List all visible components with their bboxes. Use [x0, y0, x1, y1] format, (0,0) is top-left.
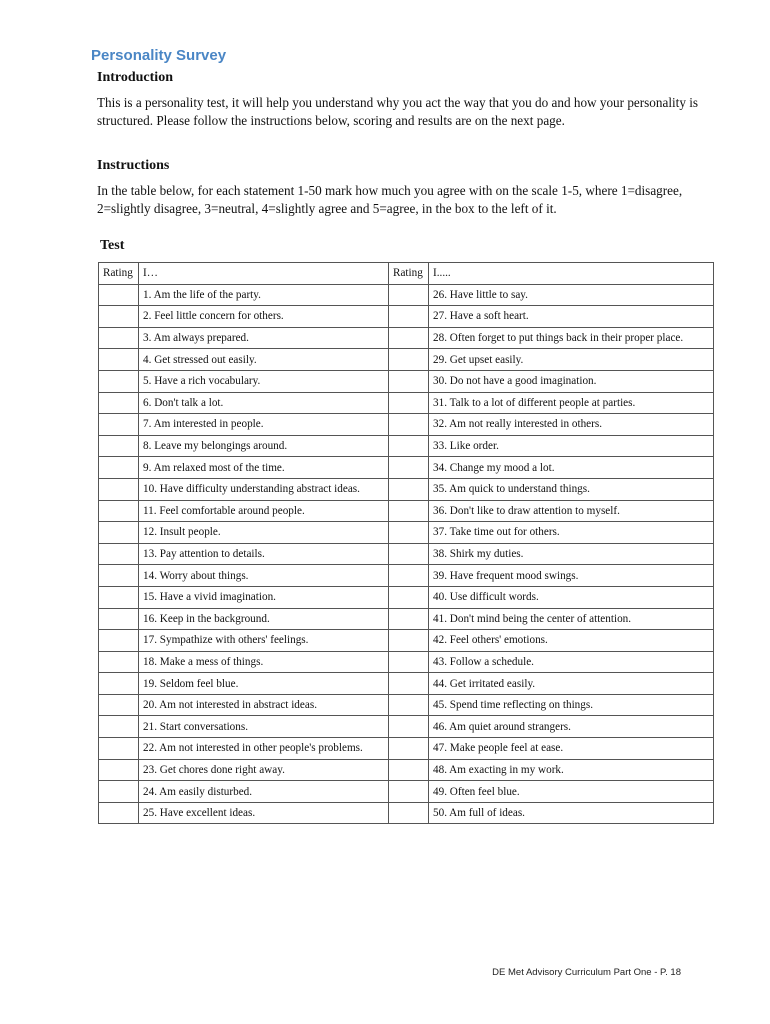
statement-cell: 22. Am not interested in other people's problems.: [139, 738, 389, 760]
statement-cell: 3. Am always prepared.: [139, 327, 389, 349]
table-row: [99, 738, 714, 760]
statement-cell: 48. Am exacting in my work.: [429, 759, 714, 781]
rating-input-box[interactable]: [389, 370, 429, 392]
table-row: [99, 543, 714, 565]
statement-cell: 41. Don't mind being the center of attention.: [429, 608, 714, 630]
statement-cell: 34. Change my mood a lot.: [429, 457, 714, 479]
table-row: [99, 435, 714, 457]
rating-input-box[interactable]: [389, 565, 429, 587]
statement-cell: 49. Often feel blue.: [429, 781, 714, 803]
table-row: [99, 370, 714, 392]
rating-input-box[interactable]: [99, 284, 139, 306]
rating-input-box[interactable]: [99, 586, 139, 608]
rating-input-box[interactable]: [389, 478, 429, 500]
table-row: [99, 500, 714, 522]
table-row: [99, 284, 714, 306]
table-row: [99, 781, 714, 803]
rating-input-box[interactable]: [389, 673, 429, 695]
statement-column-header: I.....: [429, 263, 714, 285]
rating-input-box[interactable]: [99, 694, 139, 716]
statement-cell: 19. Seldom feel blue.: [139, 673, 389, 695]
statement-cell: 42. Feel others' emotions.: [429, 630, 714, 652]
table-row: [99, 414, 714, 436]
survey-table-body: [99, 284, 714, 824]
rating-column-header: Rating: [389, 263, 429, 285]
statement-cell: 18. Make a mess of things.: [139, 651, 389, 673]
table-row: [99, 608, 714, 630]
table-row: [99, 392, 714, 414]
rating-input-box[interactable]: [389, 651, 429, 673]
statement-cell: 7. Am interested in people.: [139, 414, 389, 436]
statement-cell: 43. Follow a schedule.: [429, 651, 714, 673]
rating-input-box[interactable]: [99, 435, 139, 457]
rating-input-box[interactable]: [389, 500, 429, 522]
rating-input-box[interactable]: [389, 759, 429, 781]
statement-cell: 10. Have difficulty understanding abstract ideas.: [139, 478, 389, 500]
table-row: [99, 651, 714, 673]
rating-column-header: Rating: [99, 263, 139, 285]
table-row: [99, 586, 714, 608]
rating-input-box[interactable]: [389, 435, 429, 457]
statement-cell: 45. Spend time reflecting on things.: [429, 694, 714, 716]
table-row: [99, 457, 714, 479]
rating-input-box[interactable]: [389, 392, 429, 414]
rating-input-box[interactable]: [389, 414, 429, 436]
table-row: [99, 694, 714, 716]
statement-cell: 15. Have a vivid imagination.: [139, 586, 389, 608]
rating-input-box[interactable]: [99, 781, 139, 803]
rating-input-box[interactable]: [389, 306, 429, 328]
rating-input-box[interactable]: [389, 802, 429, 824]
statement-cell: 50. Am full of ideas.: [429, 802, 714, 824]
rating-input-box[interactable]: [99, 802, 139, 824]
rating-input-box[interactable]: [99, 392, 139, 414]
rating-input-box[interactable]: [389, 522, 429, 544]
statement-cell: 31. Talk to a lot of different people at parties.: [429, 392, 714, 414]
statement-cell: 32. Am not really interested in others.: [429, 414, 714, 436]
table-row: [99, 522, 714, 544]
statement-cell: 36. Don't like to draw attention to myself.: [429, 500, 714, 522]
statement-cell: 40. Use difficult words.: [429, 586, 714, 608]
rating-input-box[interactable]: [99, 478, 139, 500]
rating-input-box[interactable]: [99, 414, 139, 436]
table-row: [99, 630, 714, 652]
introduction-heading: Introduction: [97, 70, 173, 85]
document-title: Personality Survey: [91, 47, 227, 64]
statement-cell: 2. Feel little concern for others.: [139, 306, 389, 328]
rating-input-box[interactable]: [99, 738, 139, 760]
statement-cell: 38. Shirk my duties.: [429, 543, 714, 565]
statement-cell: 14. Worry about things.: [139, 565, 389, 587]
rating-input-box[interactable]: [389, 716, 429, 738]
statement-cell: 39. Have frequent mood swings.: [429, 565, 714, 587]
table-row: [99, 716, 714, 738]
table-row: [99, 478, 714, 500]
rating-input-box[interactable]: [99, 673, 139, 695]
rating-input-box[interactable]: [99, 543, 139, 565]
statement-column-header: I…: [139, 263, 389, 285]
statement-cell: 28. Often forget to put things back in their proper place.: [429, 327, 714, 349]
rating-input-box[interactable]: [99, 651, 139, 673]
table-row: [99, 349, 714, 371]
test-heading: Test: [100, 238, 125, 253]
statement-cell: 47. Make people feel at ease.: [429, 738, 714, 760]
statement-cell: 8. Leave my belongings around.: [139, 435, 389, 457]
statement-cell: 21. Start conversations.: [139, 716, 389, 738]
table-row: [99, 306, 714, 328]
rating-input-box[interactable]: [389, 457, 429, 479]
table-row: [99, 759, 714, 781]
survey-table: [98, 262, 714, 824]
statement-cell: 11. Feel comfortable around people.: [139, 500, 389, 522]
statement-cell: 4. Get stressed out easily.: [139, 349, 389, 371]
statement-cell: 37. Take time out for others.: [429, 522, 714, 544]
instructions-text: In the table below, for each statement 1-50 mark how much you agree with on the scale 1-5, where 1=disagree, 2=slightly disagree, 3=neutral, 4=slightly agree and 5=agree, in the box to the left of it.: [97, 183, 683, 216]
table-header-row: [99, 263, 714, 285]
introduction-text: This is a personality test, it will help you understand why you act the way that you do and how your personality is structured. Please follow the instructions below, scoring and results are on the next page.: [97, 95, 699, 128]
statement-cell: 44. Get irritated easily.: [429, 673, 714, 695]
rating-input-box[interactable]: [99, 349, 139, 371]
statement-cell: 20. Am not interested in abstract ideas.: [139, 694, 389, 716]
rating-input-box[interactable]: [99, 327, 139, 349]
rating-input-box[interactable]: [389, 781, 429, 803]
statement-cell: 9. Am relaxed most of the time.: [139, 457, 389, 479]
rating-input-box[interactable]: [99, 608, 139, 630]
statement-cell: 27. Have a soft heart.: [429, 306, 714, 328]
page-footer: DE Met Advisory Curriculum Part One - P. 18: [492, 967, 681, 978]
rating-input-box[interactable]: [389, 349, 429, 371]
statement-cell: 1. Am the life of the party.: [139, 284, 389, 306]
statement-cell: 29. Get upset easily.: [429, 349, 714, 371]
rating-input-box[interactable]: [389, 738, 429, 760]
rating-input-box[interactable]: [99, 630, 139, 652]
statement-cell: 24. Am easily disturbed.: [139, 781, 389, 803]
statement-cell: 5. Have a rich vocabulary.: [139, 370, 389, 392]
statement-cell: 33. Like order.: [429, 435, 714, 457]
statement-cell: 25. Have excellent ideas.: [139, 802, 389, 824]
statement-cell: 23. Get chores done right away.: [139, 759, 389, 781]
rating-input-box[interactable]: [99, 565, 139, 587]
rating-input-box[interactable]: [389, 284, 429, 306]
statement-cell: 35. Am quick to understand things.: [429, 478, 714, 500]
statement-cell: 26. Have little to say.: [429, 284, 714, 306]
rating-input-box[interactable]: [99, 306, 139, 328]
table-row: [99, 673, 714, 695]
rating-input-box[interactable]: [99, 522, 139, 544]
table-row: [99, 802, 714, 824]
statement-cell: 17. Sympathize with others' feelings.: [139, 630, 389, 652]
rating-input-box[interactable]: [389, 586, 429, 608]
rating-input-box[interactable]: [99, 759, 139, 781]
rating-input-box[interactable]: [389, 543, 429, 565]
rating-input-box[interactable]: [99, 716, 139, 738]
statement-cell: 30. Do not have a good imagination.: [429, 370, 714, 392]
rating-input-box[interactable]: [99, 500, 139, 522]
rating-input-box[interactable]: [99, 457, 139, 479]
statement-cell: 12. Insult people.: [139, 522, 389, 544]
instructions-heading: Instructions: [97, 158, 170, 173]
rating-input-box[interactable]: [389, 327, 429, 349]
rating-input-box[interactable]: [389, 608, 429, 630]
statement-cell: 16. Keep in the background.: [139, 608, 389, 630]
statement-cell: 6. Don't talk a lot.: [139, 392, 389, 414]
table-row: [99, 327, 714, 349]
statement-cell: 46. Am quiet around strangers.: [429, 716, 714, 738]
rating-input-box[interactable]: [99, 370, 139, 392]
rating-input-box[interactable]: [389, 694, 429, 716]
table-row: [99, 565, 714, 587]
rating-input-box[interactable]: [389, 630, 429, 652]
statement-cell: 13. Pay attention to details.: [139, 543, 389, 565]
